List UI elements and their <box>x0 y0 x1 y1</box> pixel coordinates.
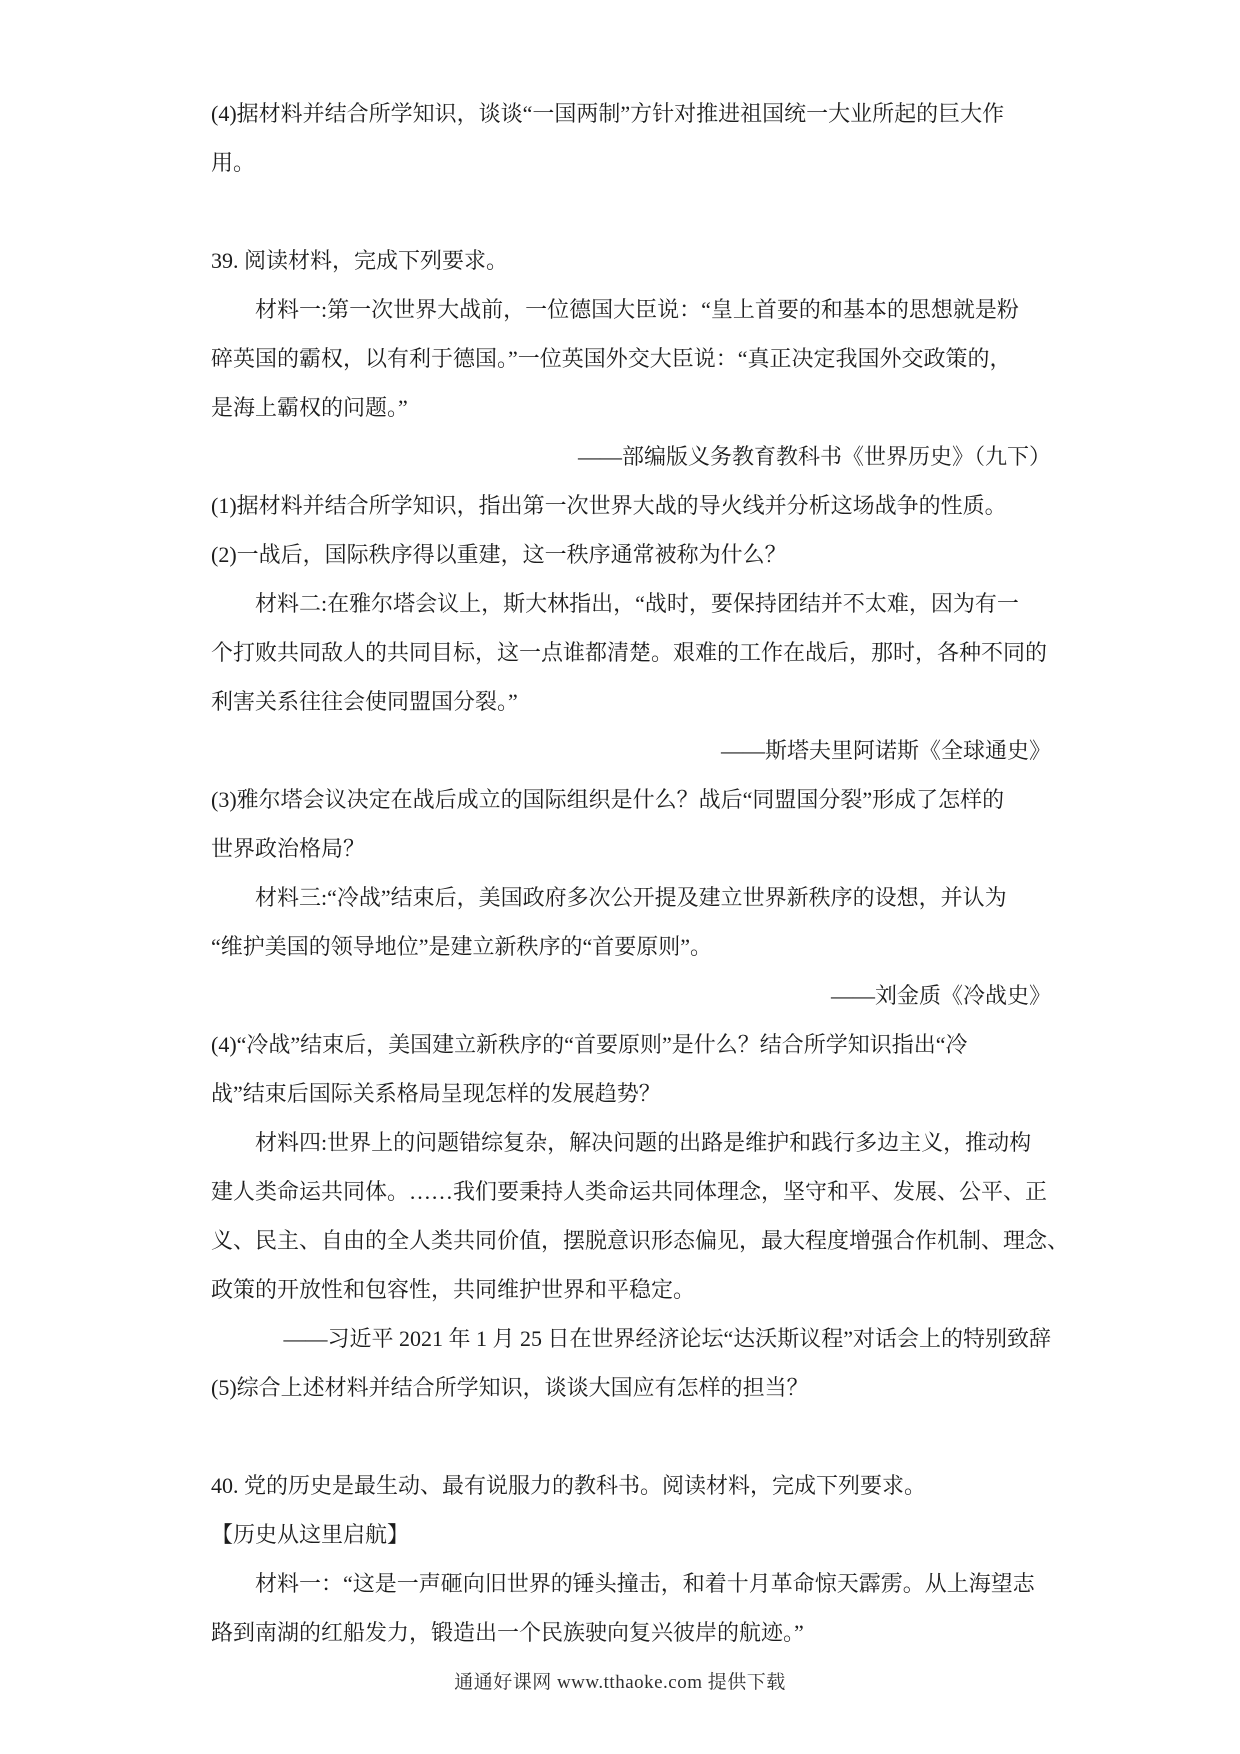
text-line: 材料三:“冷战”结束后，美国政府多次公开提及建立世界新秩序的设想，并认为 <box>255 885 1007 910</box>
document-body <box>211 89 1070 1657</box>
citation-line: ——习近平 2021 年 1 月 25 日在世界经济论坛“达沃斯议程”对话会上的特别致辞 <box>283 1326 1051 1351</box>
blank-line <box>211 1412 1051 1461</box>
text-line: “维护美国的领导地位”是建立新秩序的“首要原则”。 <box>211 934 713 959</box>
text-line: 材料一：“这是一声砸向旧世界的锤头撞击，和着十月革命惊天霹雳。从上海望志 <box>255 1571 1035 1596</box>
citation-line: ——斯塔夫里阿诺斯《全球通史》 <box>720 738 1051 763</box>
text-line: (1)据材料并结合所学知识，指出第一次世界大战的导火线并分析这场战争的性质。 <box>211 493 1007 518</box>
citation-line: ——刘金质《冷战史》 <box>830 983 1051 1008</box>
citation-line: ——部编版义务教育教科书《世界历史》（九下） <box>577 444 1051 469</box>
text-line: (4)据材料并结合所学知识，谈谈“一国两制”方针对推进祖国统一大业所起的巨大作 <box>211 101 1005 126</box>
text-line: 是海上霸权的问题。” <box>211 395 408 420</box>
text-line: 材料二:在雅尔塔会议上，斯大林指出，“战时，要保持团结并不太难，因为有一 <box>255 591 1019 616</box>
text-line: 建人类命运共同体。……我们要秉持人类命运共同体理念，坚守和平、发展、公平、正 <box>211 1179 1048 1204</box>
text-line: (5)综合上述材料并结合所学知识，谈谈大国应有怎样的担当？ <box>211 1375 809 1400</box>
text-line: (3)雅尔塔会议决定在战后成立的国际组织是什么？战后“同盟国分裂”形成了怎样的 <box>211 787 1005 812</box>
text-line: 【历史从这里启航】 <box>211 1522 410 1547</box>
text-line: 40. 党的历史是最生动、最有说服力的教科书。阅读材料，完成下列要求。 <box>211 1473 927 1498</box>
text-line: 政策的开放性和包容性，共同维护世界和平稳定。 <box>211 1277 696 1302</box>
text-line: 利害关系往往会使同盟国分裂。” <box>211 689 518 714</box>
blank-line <box>211 187 1051 236</box>
text-line: 用。 <box>211 150 256 175</box>
page-footer: 通通好课网 www.tthaoke.com 提供下载 <box>454 1672 786 1693</box>
text-line: 材料一:第一次世界大战前，一位德国大臣说：“皇上首要的和基本的思想就是粉 <box>255 297 1019 322</box>
text-line: 碎英国的霸权，以有利于德国。”一位英国外交大臣说：“真正决定我国外交政策的， <box>211 346 1012 371</box>
text-line: 39. 阅读材料，完成下列要求。 <box>211 248 509 273</box>
text-line: 路到南湖的红船发力，锻造出一个民族驶向复兴彼岸的航迹。” <box>211 1620 804 1645</box>
text-line: 义、民主、自由的全人类共同价值，摆脱意识形态偏见，最大程度增强合作机制、理念、 <box>211 1228 1070 1253</box>
text-line: (4)“冷战”结束后，美国建立新秩序的“首要原则”是什么？结合所学知识指出“冷 <box>211 1032 968 1057</box>
text-line: 世界政治格局？ <box>211 836 366 861</box>
text-line: 个打败共同敌人的共同目标，这一点谁都清楚。艰难的工作在战后，那时，各种不同的 <box>211 640 1048 665</box>
text-line: 材料四:世界上的问题错综复杂，解决问题的出路是维护和践行多边主义，推动构 <box>255 1130 1032 1155</box>
text-line: (2)一战后，国际秩序得以重建，这一秩序通常被称为什么？ <box>211 542 787 567</box>
text-line: 战”结束后国际关系格局呈现怎样的发展趋势？ <box>211 1081 661 1106</box>
